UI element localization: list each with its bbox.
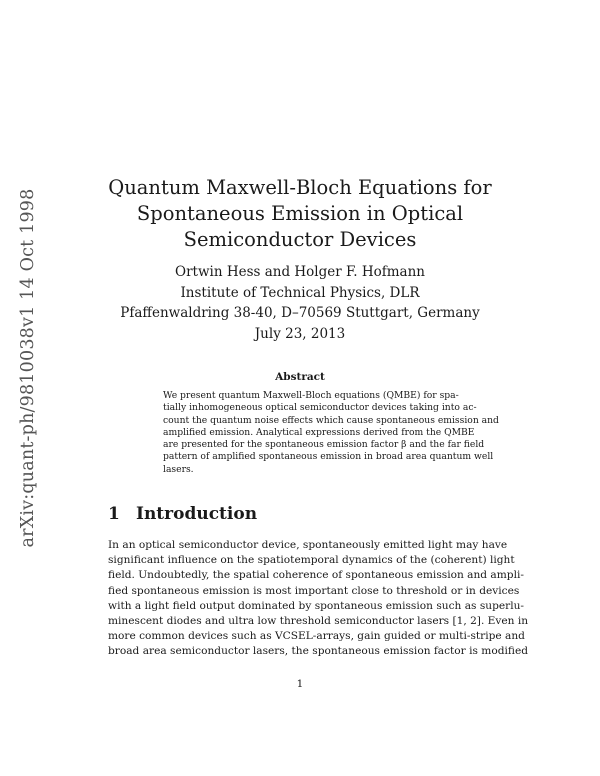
- abstract-line: are presented for the spontaneous emission factor β and the far field: [163, 439, 485, 451]
- abstract-line: We present quantum Maxwell-Bloch equations (QMBE) for spa-: [163, 390, 459, 401]
- section-heading: [108, 504, 257, 524]
- abstract-line: amplified emission. Analytical expressions derived from the QMBE: [163, 426, 475, 438]
- body-line: with a light field output dominated by spontaneous emission such as superlu-: [108, 599, 524, 612]
- author-block: [100, 262, 500, 324]
- title-line: Quantum Maxwell-Bloch Equations for: [108, 176, 492, 199]
- section-title: Introduction: [136, 504, 258, 524]
- section-number: 1: [108, 504, 120, 524]
- body-line: fied spontaneous emission is most important close to threshold or in devices: [108, 584, 520, 597]
- arxiv-stamp-text: arXiv:quant-ph/9810038v1 14 Oct 1998: [18, 188, 38, 548]
- title-line: Semiconductor Devices: [183, 228, 417, 251]
- body-line: broad area semiconductor lasers, the spontaneous emission factor is modified: [108, 645, 529, 658]
- page-number: 1: [296, 678, 304, 690]
- abstract-heading: Abstract: [275, 371, 325, 383]
- affiliation: Institute of Technical Physics, DLR: [180, 284, 420, 301]
- body-line: field. Undoubtedly, the spatial coherence of spontaneous emission and ampli-: [108, 569, 524, 582]
- abstract-body: [163, 390, 499, 476]
- body-line: significant influence on the spatiotemporal dynamics of the (coherent) light: [108, 554, 515, 567]
- body-line: minescent diodes and ultra low threshold semiconductor lasers [1, 2]. Even in: [108, 615, 529, 628]
- title-line: Spontaneous Emission in Optical: [136, 202, 464, 225]
- author-names: Ortwin Hess and Holger F. Hofmann: [175, 264, 425, 280]
- abstract-line: tially inhomogeneous optical semiconductor devices taking into ac-: [163, 402, 477, 414]
- paper-date: July 23, 2013: [254, 326, 346, 342]
- abstract-line: lasers.: [163, 463, 194, 475]
- body-line: In an optical semiconductor device, spontaneously emitted light may have: [108, 539, 508, 551]
- abstract-line: count the quantum noise effects which cause spontaneous emission and: [163, 414, 499, 426]
- section-body: [108, 538, 529, 660]
- address: Pfaffenwaldring 38-40, D–70569 Stuttgart, Germany: [120, 305, 480, 321]
- paper-title: [100, 175, 500, 253]
- arxiv-stamp: [8, 188, 48, 548]
- abstract-line: pattern of amplified spontaneous emission in broad area quantum well: [163, 451, 494, 463]
- body-line: more common devices such as VCSEL-arrays, gain guided or multi-stripe and: [108, 630, 525, 643]
